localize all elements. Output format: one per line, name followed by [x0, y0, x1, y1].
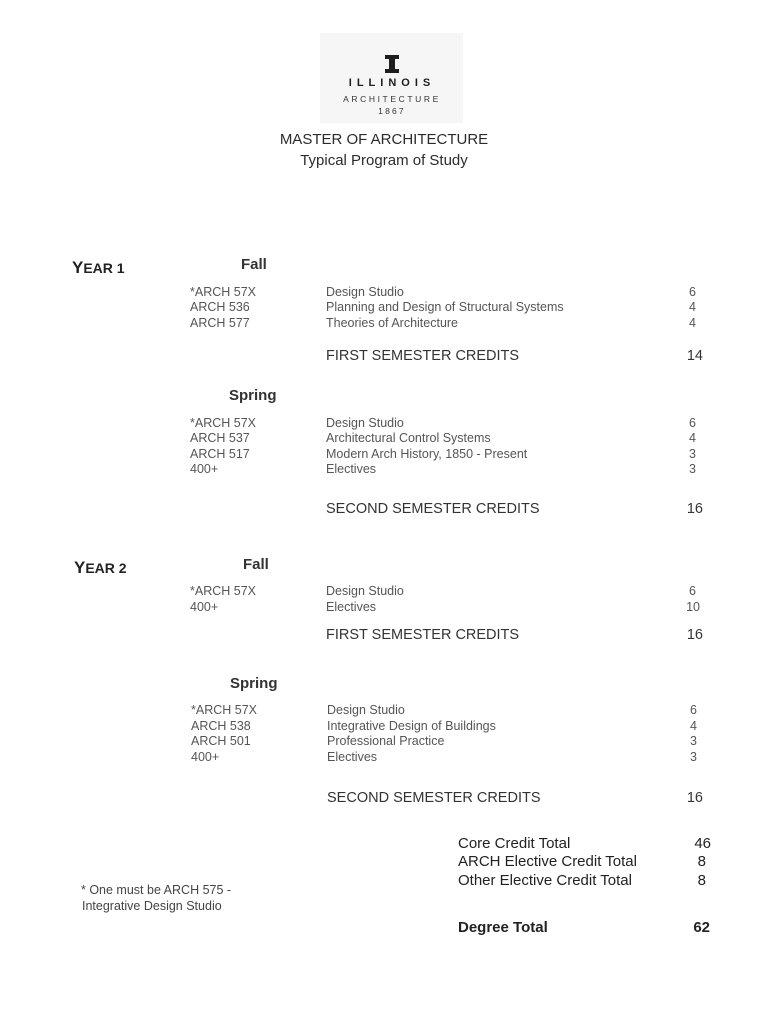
year-1-fall-heading: Fall: [241, 256, 267, 273]
page-subtitle: Typical Program of Study: [300, 152, 468, 169]
course-name: Electives: [326, 462, 377, 476]
course-name: Architectural Control Systems: [326, 431, 491, 445]
course-code: *ARCH 57X: [190, 285, 256, 299]
year-1-spring-heading: Spring: [229, 387, 277, 404]
footnote-line-1: * One must be ARCH 575 -: [81, 883, 232, 897]
core-credit-total-value: 46: [694, 835, 711, 852]
course-credits: 6: [689, 285, 696, 299]
year-2-heading: YEAR 2: [74, 558, 127, 577]
course-credits: 3: [690, 750, 697, 764]
degree-total-value: 62: [693, 919, 710, 936]
footnote-line-2: Integrative Design Studio: [82, 899, 222, 913]
semester-credits-value: 14: [686, 348, 703, 364]
course-credits: 3: [689, 462, 696, 476]
semester-credits-label: FIRST SEMESTER CREDITS: [326, 627, 520, 643]
semester-credits-value: 16: [686, 501, 703, 517]
year-2-fall-heading: Fall: [243, 556, 269, 573]
course-name: Electives: [326, 600, 377, 614]
course-code: ARCH 538: [191, 719, 251, 733]
other-elective-credit-total-label: Other Elective Credit Total: [458, 872, 632, 889]
core-credit-total-label: Core Credit Total: [458, 835, 571, 852]
course-code: ARCH 517: [190, 447, 250, 461]
year-2-spring-heading: Spring: [230, 675, 278, 692]
course-name: Integrative Design of Buildings: [327, 719, 496, 733]
block-i-logo-icon: [385, 55, 399, 73]
course-name: Planning and Design of Structural Systems: [326, 300, 564, 314]
course-code: *ARCH 57X: [190, 584, 256, 598]
course-code: ARCH 536: [190, 300, 250, 314]
page-title: MASTER OF ARCHITECTURE: [279, 131, 489, 148]
semester-credits-label: SECOND SEMESTER CREDITS: [326, 501, 540, 517]
logo-wordmark: ILLINOIS: [348, 77, 436, 89]
course-code: 400+: [191, 750, 220, 764]
course-code: ARCH 577: [190, 316, 250, 330]
course-credits: 6: [689, 416, 696, 430]
course-name: Modern Arch History, 1850 - Present: [326, 447, 528, 461]
course-name: Theories of Architecture: [326, 316, 459, 330]
course-credits: 4: [690, 719, 697, 733]
year-1-heading: YEAR 1: [72, 258, 125, 277]
logo-subtitle: ARCHITECTURE: [343, 94, 441, 104]
course-code: ARCH 501: [191, 734, 251, 748]
course-credits: 4: [689, 300, 696, 314]
course-credits: 4: [689, 316, 696, 330]
course-code: 400+: [190, 600, 219, 614]
logo-year: 1867: [378, 106, 406, 116]
course-name: Electives: [327, 750, 378, 764]
course-credits: 3: [690, 734, 697, 748]
course-credits: 6: [690, 703, 697, 717]
course-credits: 10: [686, 600, 700, 614]
course-name: Design Studio: [326, 285, 404, 299]
course-name: Design Studio: [326, 584, 404, 598]
semester-credits-label: FIRST SEMESTER CREDITS: [326, 348, 520, 364]
arch-elective-credit-total-label: ARCH Elective Credit Total: [458, 853, 637, 870]
course-name: Design Studio: [326, 416, 404, 430]
course-credits: 3: [689, 447, 696, 461]
course-name: Professional Practice: [327, 734, 445, 748]
semester-credits-label: SECOND SEMESTER CREDITS: [327, 790, 541, 806]
degree-total-label: Degree Total: [458, 919, 548, 936]
course-credits: 6: [689, 584, 696, 598]
course-code: *ARCH 57X: [191, 703, 257, 717]
semester-credits-value: 16: [686, 627, 703, 643]
course-code: 400+: [190, 462, 219, 476]
course-code: *ARCH 57X: [190, 416, 256, 430]
course-code: ARCH 537: [190, 431, 250, 445]
semester-credits-value: 16: [686, 790, 703, 806]
arch-elective-credit-total-value: 8: [697, 853, 706, 870]
other-elective-credit-total-value: 8: [697, 872, 706, 889]
course-credits: 4: [689, 431, 696, 445]
course-name: Design Studio: [327, 703, 405, 717]
